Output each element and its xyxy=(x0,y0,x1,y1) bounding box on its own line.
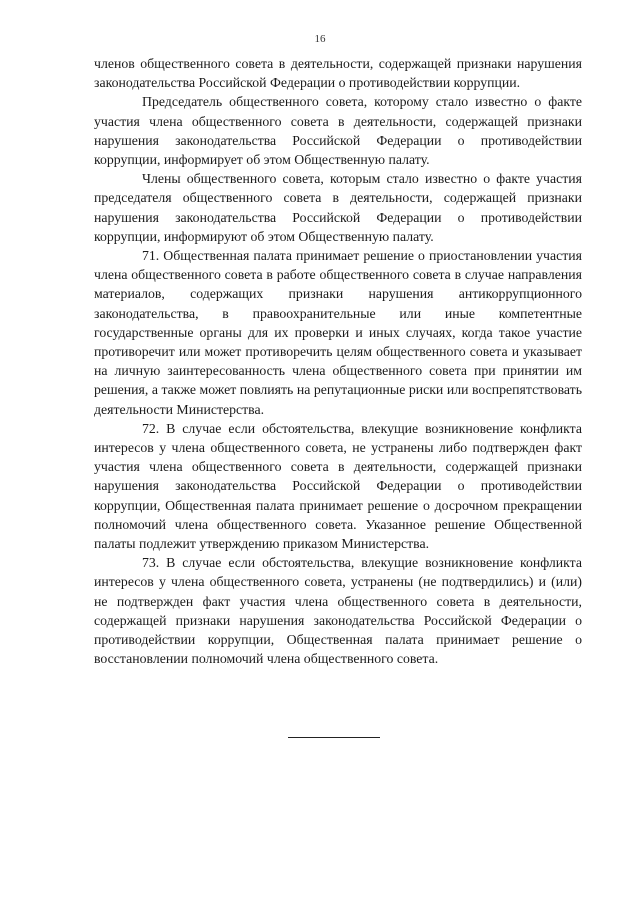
paragraph-72: 72. В случае если обстоятельства, влекущие возникновение конфликта интересов у члена общественного совета, не устранены либо подтвержден факт участия члена общественного совета в деятельности, содержащей признаки нарушения законодательства Российской Федерации о противодействии коррупции, Общественная палата принимает решение о досрочном прекращении полномочий члена общественного совета. Указанное решение Общественной палаты подлежит утверждению приказом Министерства. xyxy=(94,420,582,552)
page-number: 16 xyxy=(314,33,326,45)
paragraph-continuation: членов общественного совета в деятельности, содержащей признаки нарушения законодательства Российской Федерации о противодействии коррупции. xyxy=(94,56,582,91)
paragraph-members-inform: Члены общественного совета, которым стало известно о факте участия председателя общественного совета в деятельности, содержащей признаки нарушения законодательства Российской Федерации о противодействии коррупции, информируют об этом Общественную палату. xyxy=(94,171,582,244)
paragraph-71: 71. Общественная палата принимает решение о приостановлении участия члена общественного совета в работе общественного совета в случае направления материалов, содержащих признаки нарушения антикоррупционного законодательства, в правоохранительные или иные компетентные государственные органы для их проверки и иных случаях, когда такое участие противоречит или может противоречить целям общественного совета и указывает на личную заинтересованность члена общественного совета при принятии им решения, а также может повлиять на репутационные риски или воспрепятствовать деятельности Министерства. xyxy=(94,248,582,417)
paragraph-chairman-informs: Председатель общественного совета, которому стало известно о факте участия члена общественного совета в деятельности, содержащей признаки нарушения законодательства Российской Федерации о противодействии коррупции, информирует об этом Общественную палату. xyxy=(94,94,582,168)
paragraph-73: 73. В случае если обстоятельства, влекущие возникновение конфликта интересов у члена общественного совета, устранены (не подтвердились) и (или) не подтвержден факт участия члена общественного совета в деятельности, содержащей признаки нарушения законодательства Российской Федерации о противодействии коррупции, Общественная палата принимает решение о восстановлении полномочий члена общественного совета. xyxy=(94,555,582,667)
document-body xyxy=(94,54,582,669)
end-of-document-rule xyxy=(288,737,380,738)
